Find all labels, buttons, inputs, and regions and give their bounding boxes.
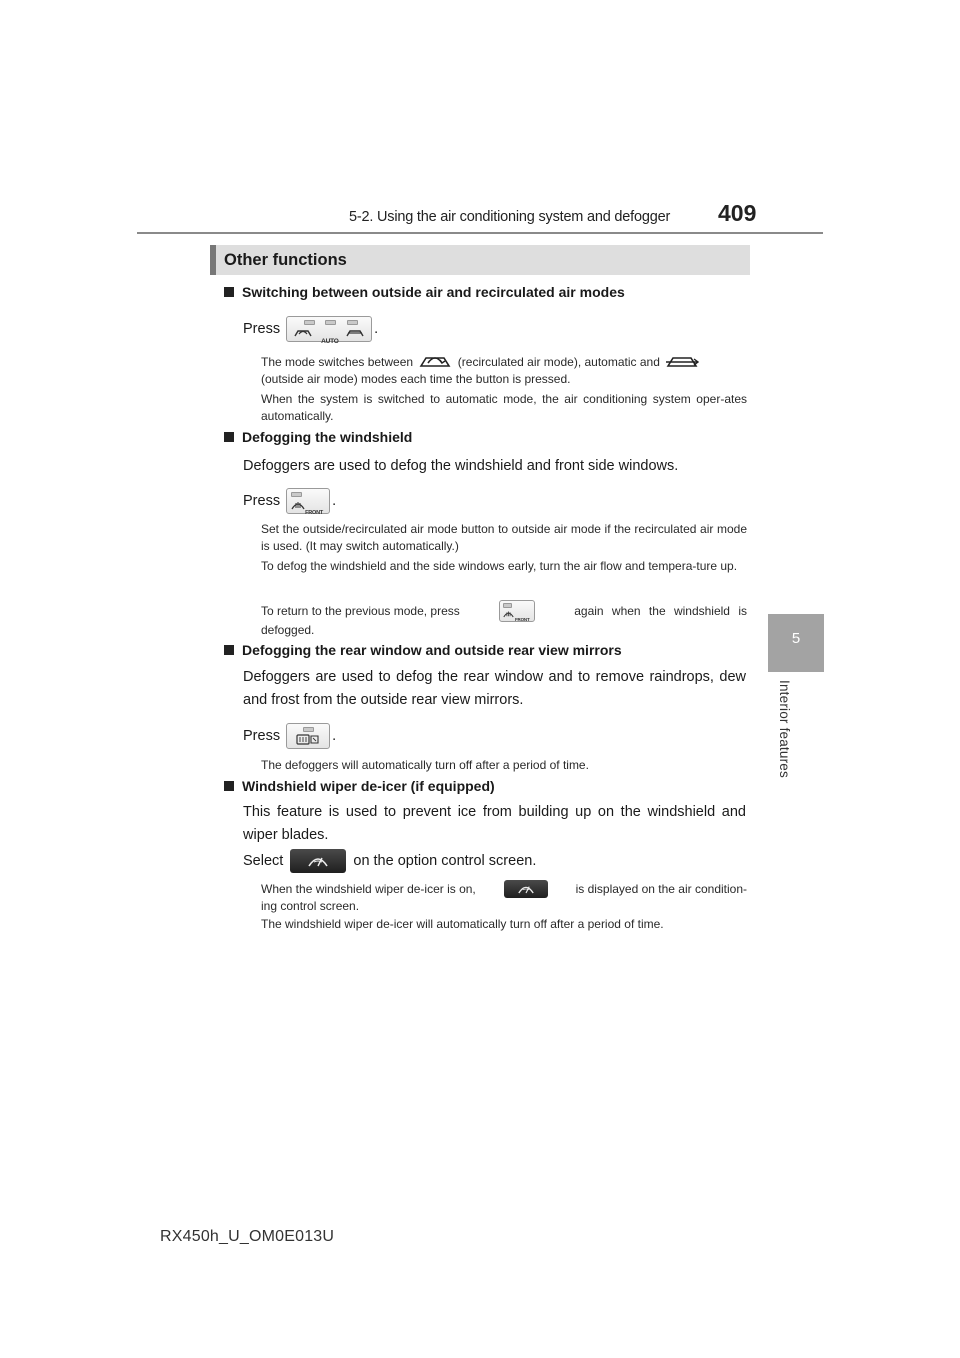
front-label: FRONT (305, 510, 324, 516)
note-rear-auto-off: The defoggers will automatically turn off after a period of time. (261, 758, 589, 772)
press-label: Press (243, 727, 281, 744)
press-instruction-air-modes (243, 316, 379, 345)
topic-heading-text: Windshield wiper de-icer (if equipped) (242, 778, 495, 794)
topic-heading-text: Defogging the windshield (242, 429, 413, 445)
topic-heading-defog-rear (224, 642, 622, 658)
select-instruction-wiper-deicer (243, 849, 536, 873)
press-period: . (332, 492, 337, 509)
note-automatic-mode: When the system is switched to automatic mode, the air conditioning system oper-ates automatically. (261, 392, 747, 423)
topic-heading-defog-windshield (224, 429, 412, 445)
wiper-deicer-screen-button-icon (290, 849, 346, 873)
topic-heading-air-modes (224, 284, 625, 300)
note-defog-early: To defog the windshield and the side windows early, turn the air flow and tempera-ture up. (261, 559, 738, 573)
chapter-title: Interior features (777, 680, 792, 778)
auto-label: AUTO (321, 338, 339, 345)
select-label: Select (243, 852, 284, 869)
select-after-text: on the option control screen. (353, 852, 537, 869)
note-wiper-deicer-on: When the windshield wiper de-icer is on, is displayed on the air condition- ing control screen. (261, 881, 747, 913)
bullet-square-icon (224, 432, 234, 442)
press-period: . (374, 320, 379, 337)
section-header-accent (210, 245, 216, 275)
press-label: Press (243, 492, 281, 509)
topic-heading-wiper-deicer (224, 778, 495, 794)
press-instruction-front-defogger (243, 488, 336, 514)
body-defog-windshield: Defoggers are used to defog the windshield and front side windows. (243, 458, 679, 474)
recirculated-air-icon (418, 353, 452, 369)
bullet-square-icon (224, 645, 234, 655)
topic-heading-text: Defogging the rear window and outside rear view mirrors (242, 642, 622, 658)
press-period: . (332, 727, 337, 744)
rear-defogger-button-icon (286, 723, 330, 749)
section-title: Other functions (224, 251, 347, 269)
wiper-deicer-indicator-icon (504, 880, 548, 898)
note-mode-switch: The mode switches between (recirculated air mode), automatic and (outside air mode) modes each time the button is pressed. (261, 353, 747, 388)
front-defogger-button-icon (286, 488, 330, 514)
note-outside-air-mode: Set the outside/recirculated air mode button to outside air mode if the recirculated air mode is used. (It may switch automatically.) (261, 522, 747, 553)
manual-code: RX450h_U_OM0E013U (160, 1228, 335, 1245)
bullet-square-icon (224, 287, 234, 297)
topic-heading-text: Switching between outside air and recirculated air modes (242, 284, 625, 300)
header-rule (137, 232, 823, 234)
chapter-number: 5 (791, 630, 801, 647)
press-instruction-rear-defogger (243, 723, 336, 749)
front-defogger-button-small-icon: FRONT (499, 600, 535, 622)
air-mode-button-icon (286, 316, 372, 345)
body-defog-rear: Defoggers are used to defog the rear window and to remove raindrops, dew and frost from the outside rear view mirrors. (243, 669, 746, 708)
note-wiper-deicer-auto-off: The windshield wiper de-icer will automatically turn off after a period of time. (261, 917, 664, 931)
body-wiper-deicer: This feature is used to prevent ice from building up on the windshield and wiper blades. (243, 804, 746, 843)
outside-air-icon (665, 353, 699, 369)
press-label: Press (243, 320, 281, 337)
bullet-square-icon (224, 781, 234, 791)
running-header-title: 5-2. Using the air conditioning system and defogger (349, 209, 671, 225)
note-return-previous-mode: To return to the previous mode, press FRONT again when the windshield is defogged. (261, 600, 747, 639)
page-number: 409 (718, 200, 757, 226)
